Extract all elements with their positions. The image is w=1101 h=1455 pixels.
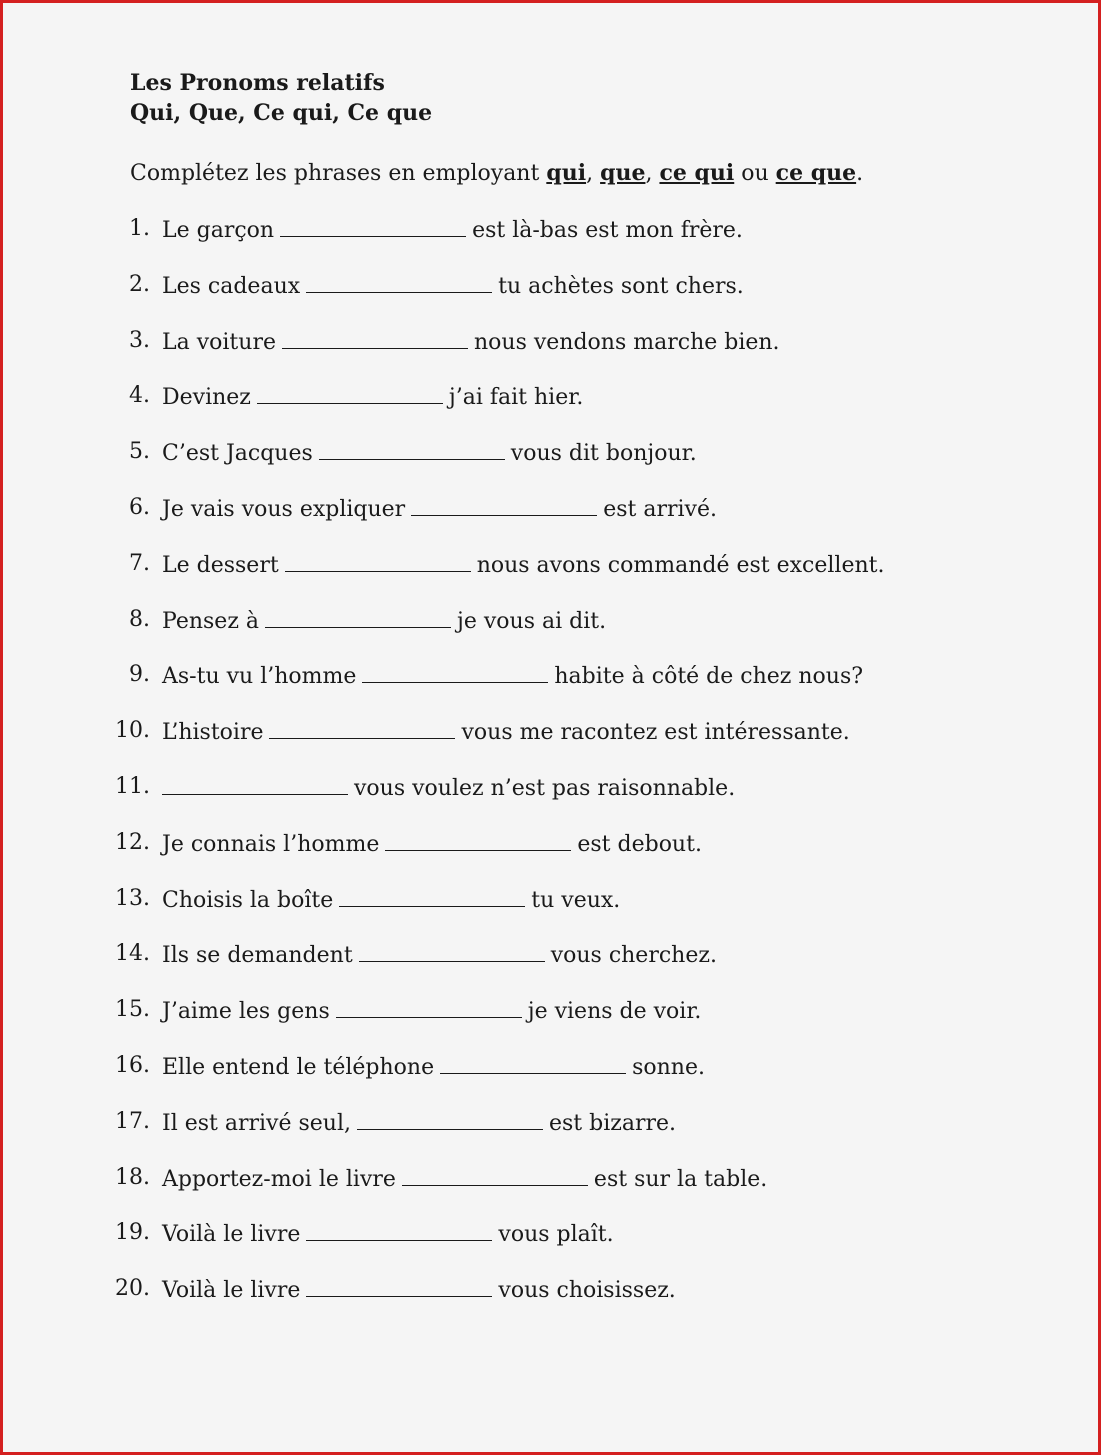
exercise-sentence <box>162 828 702 860</box>
period: . <box>856 161 864 186</box>
exercise-number: 7. <box>129 550 150 576</box>
sentence-end: est sur la table. <box>593 1166 768 1192</box>
instructions-text: Complétez les phrases en employant <box>130 161 540 186</box>
sentence-end: vous cherchez. <box>550 943 717 969</box>
exercise-sentence <box>162 549 884 581</box>
exercise-sentence <box>162 1274 676 1306</box>
exercise-number: 2. <box>129 271 150 297</box>
exercise-sentence <box>162 716 850 748</box>
exercise-sentence <box>162 1163 767 1195</box>
exercise-number: 20. <box>115 1276 150 1302</box>
exercise-sentence <box>162 1218 614 1250</box>
exercise-number: 14. <box>115 941 150 967</box>
sentence-start: Les cadeaux <box>162 273 301 299</box>
exercise-number: 5. <box>129 439 150 465</box>
answer-blank[interactable] <box>357 1107 543 1130</box>
sentence-start: Je vais vous expliquer <box>162 496 406 522</box>
exercise-number: 6. <box>129 494 150 520</box>
sentence-end: vous me racontez est intéressante. <box>461 720 850 746</box>
exercise-sentence <box>162 493 717 525</box>
sentence-start: J’aime les gens <box>162 999 330 1025</box>
exercise-number: 18. <box>115 1164 150 1190</box>
sentence-start: C’est Jacques <box>162 441 313 467</box>
answer-blank[interactable] <box>280 214 466 237</box>
sentence-end: vous plaît. <box>498 1222 614 1248</box>
answer-blank[interactable] <box>336 995 522 1018</box>
keyword-ce-qui: ce qui <box>659 160 735 186</box>
answer-blank[interactable] <box>362 660 548 683</box>
exercise-number: 15. <box>115 997 150 1023</box>
keyword-qui: qui <box>546 160 587 186</box>
sentence-start: Elle entend le téléphone <box>162 1054 435 1080</box>
exercise-sentence <box>162 437 697 469</box>
separator: , <box>586 161 594 186</box>
separator: , <box>645 161 653 186</box>
keyword-que: que <box>600 160 646 186</box>
answer-blank[interactable] <box>282 326 468 349</box>
exercise-sentence <box>162 772 735 804</box>
instructions <box>130 158 863 189</box>
sentence-end: j’ai fait hier. <box>448 385 584 411</box>
sentence-start: Voilà le livre <box>162 1222 301 1248</box>
sentence-start: As-tu vu l’homme <box>162 664 357 690</box>
sentence-end: est arrivé. <box>603 496 717 522</box>
sentence-end: est debout. <box>577 831 702 857</box>
answer-blank[interactable] <box>269 716 455 739</box>
exercise-number: 16. <box>115 1052 150 1078</box>
sentence-start: Ils se demandent <box>162 943 353 969</box>
sentence-end: habite à côté de chez nous? <box>554 664 864 690</box>
answer-blank[interactable] <box>440 1051 626 1074</box>
sentence-end: nous avons commandé est excellent. <box>476 552 885 578</box>
sentence-start: L’histoire <box>162 720 264 746</box>
answer-blank[interactable] <box>385 828 571 851</box>
sentence-end: sonne. <box>632 1054 705 1080</box>
answer-blank[interactable] <box>306 1274 492 1297</box>
exercise-sentence <box>162 605 606 637</box>
exercise-number: 13. <box>115 885 150 911</box>
sentence-start: Apportez-moi le livre <box>162 1166 396 1192</box>
sentence-start: Le dessert <box>162 552 279 578</box>
sentence-end: vous dit bonjour. <box>510 441 697 467</box>
exercise-sentence <box>162 884 620 916</box>
sentence-start: Pensez à <box>162 608 260 634</box>
exercise-number: 11. <box>115 773 150 799</box>
answer-blank[interactable] <box>339 884 525 907</box>
sentence-end: tu veux. <box>531 887 621 913</box>
exercise-sentence <box>162 939 717 971</box>
exercise-sentence <box>162 381 583 413</box>
worksheet-title <box>130 68 432 128</box>
exercise-number: 3. <box>129 327 150 353</box>
exercise-number: 17. <box>115 1108 150 1134</box>
exercise-number: 4. <box>129 383 150 409</box>
sentence-start: Je connais l’homme <box>162 831 380 857</box>
exercise-sentence <box>162 995 701 1027</box>
sentence-start: Le garçon <box>162 218 275 243</box>
exercise-number: 12. <box>115 829 150 855</box>
title-line-1: Les Pronoms relatifs <box>130 70 385 96</box>
exercise-sentence <box>162 1051 705 1083</box>
answer-blank[interactable] <box>319 437 505 460</box>
sentence-end: tu achètes sont chers. <box>498 273 744 299</box>
exercise-sentence <box>162 270 744 302</box>
sentence-end: est là-bas est mon frère. <box>472 218 743 243</box>
sentence-start: Voilà le livre <box>162 1278 301 1304</box>
exercise-sentence <box>162 214 743 246</box>
exercise-sentence <box>162 1107 676 1139</box>
sentence-end: je viens de voir. <box>527 999 702 1025</box>
keyword-ce-que: ce que <box>775 160 857 186</box>
exercise-number: 19. <box>115 1220 150 1246</box>
answer-blank[interactable] <box>285 549 471 572</box>
answer-blank[interactable] <box>359 939 545 962</box>
sentence-end: vous voulez n’est pas raisonnable. <box>354 775 736 801</box>
exercise-number: 9. <box>129 662 150 688</box>
answer-blank[interactable] <box>265 605 451 628</box>
conjunction-ou: ou <box>741 161 769 186</box>
exercise-sentence <box>162 326 780 358</box>
sentence-start: Devinez <box>162 385 251 411</box>
sentence-start: La voiture <box>162 329 276 355</box>
title-line-2: Qui, Que, Ce qui, Ce que <box>130 100 433 126</box>
answer-blank[interactable] <box>402 1163 588 1186</box>
exercise-number: 10. <box>115 718 150 744</box>
sentence-start: Il est arrivé seul, <box>162 1110 351 1136</box>
answer-blank[interactable] <box>162 772 348 795</box>
answer-blank[interactable] <box>411 493 597 516</box>
exercise-number: 1. <box>129 216 150 241</box>
sentence-end: vous choisissez. <box>498 1278 676 1304</box>
sentence-end: je vous ai dit. <box>457 608 607 634</box>
answer-blank[interactable] <box>306 270 492 293</box>
exercise-sentence <box>162 660 863 692</box>
sentence-end: est bizarre. <box>549 1110 677 1136</box>
sentence-end: nous vendons marche bien. <box>473 329 780 355</box>
answer-blank[interactable] <box>306 1218 492 1241</box>
sentence-start: Choisis la boîte <box>162 887 334 913</box>
exercise-number: 8. <box>129 606 150 632</box>
answer-blank[interactable] <box>257 381 443 404</box>
